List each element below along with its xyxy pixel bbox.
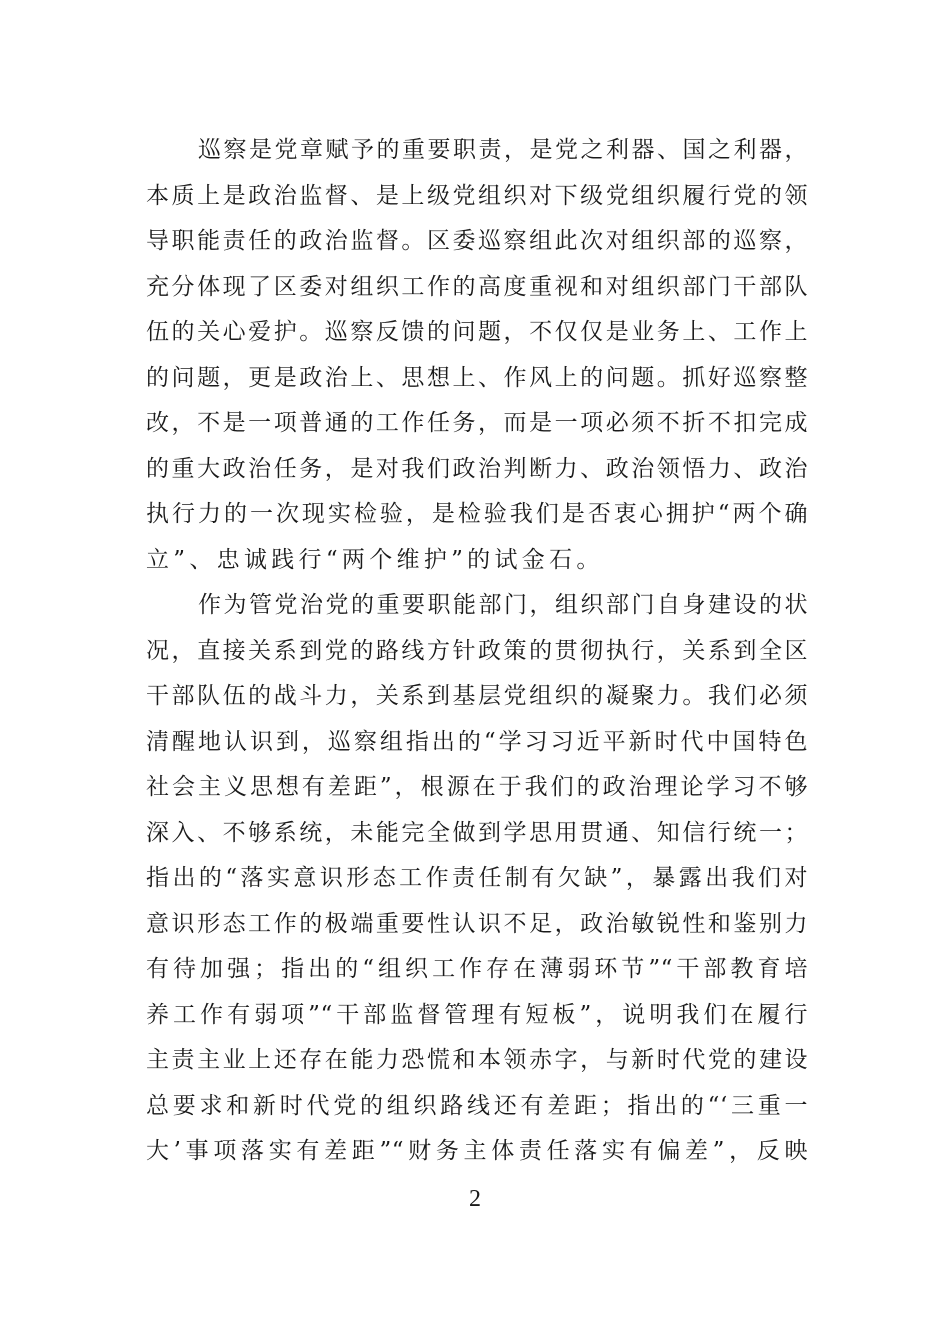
text-line: 巡察是党章赋予的重要职责，是党之利器、国之利器， (198, 137, 808, 163)
text-line: 的重大政治任务，是对我们政治判断力、政治领悟力、政治 (146, 455, 808, 482)
text-line: 大’事项落实有差距”“财务主体责任落实有偏差”，反映 (146, 1138, 808, 1164)
text-line: 况，直接关系到党的路线方针政策的贯彻执行，关系到全区 (146, 637, 808, 664)
page-number: 2 (469, 1186, 481, 1212)
text-line: 执行力的一次现实检验，是检验我们是否衷心拥护“两个确 (146, 501, 808, 527)
text-line: 有待加强；指出的“组织工作存在薄弱环节”“干部教育培 (146, 956, 808, 982)
text-line: 干部队伍的战斗力，关系到基层党组织的凝聚力。我们必须 (146, 683, 808, 709)
text-line: 本质上是政治监督、是上级党组织对下级党组织履行党的领 (146, 182, 808, 209)
text-line: 作为管党治党的重要职能部门，组织部门自身建设的状 (198, 592, 808, 618)
text-line: 导职能责任的政治监督。区委巡察组此次对组织部的巡察， (146, 228, 808, 254)
text-line: 改，不是一项普通的工作任务，而是一项必须不折不扣完成 (146, 410, 808, 436)
body-text (146, 128, 808, 1175)
text-line: 指出的“落实意识形态工作责任制有欠缺”，暴露出我们对 (146, 865, 808, 891)
text-line: 养工作有弱项”“干部监督管理有短板”，说明我们在履行 (146, 1001, 808, 1028)
text-line: 立”、忠诚践行“两个维护”的试金石。 (146, 546, 604, 573)
text-line: 伍的关心爱护。巡察反馈的问题，不仅仅是业务上、工作上 (146, 319, 808, 345)
text-line: 意识形态工作的极端重要性认识不足，政治敏锐性和鉴别力 (146, 910, 808, 937)
text-line: 主责主业上还存在能力恐慌和本领赤字，与新时代党的建设 (146, 1047, 808, 1073)
text-line: 总要求和新时代党的组织路线还有差距；指出的“‘三重一 (146, 1092, 808, 1119)
text-line: 深入、不够系统，未能完全做到学思用贯通、知信行统一； (146, 819, 808, 846)
text-line: 社会主义思想有差距”，根源在于我们的政治理论学习不够 (146, 774, 808, 800)
text-line: 清醒地认识到，巡察组指出的“学习习近平新时代中国特色 (146, 728, 808, 755)
text-line: 充分体现了区委对组织工作的高度重视和对组织部门干部队 (146, 273, 808, 300)
text-line: 的问题，更是政治上、思想上、作风上的问题。抓好巡察整 (146, 364, 808, 391)
